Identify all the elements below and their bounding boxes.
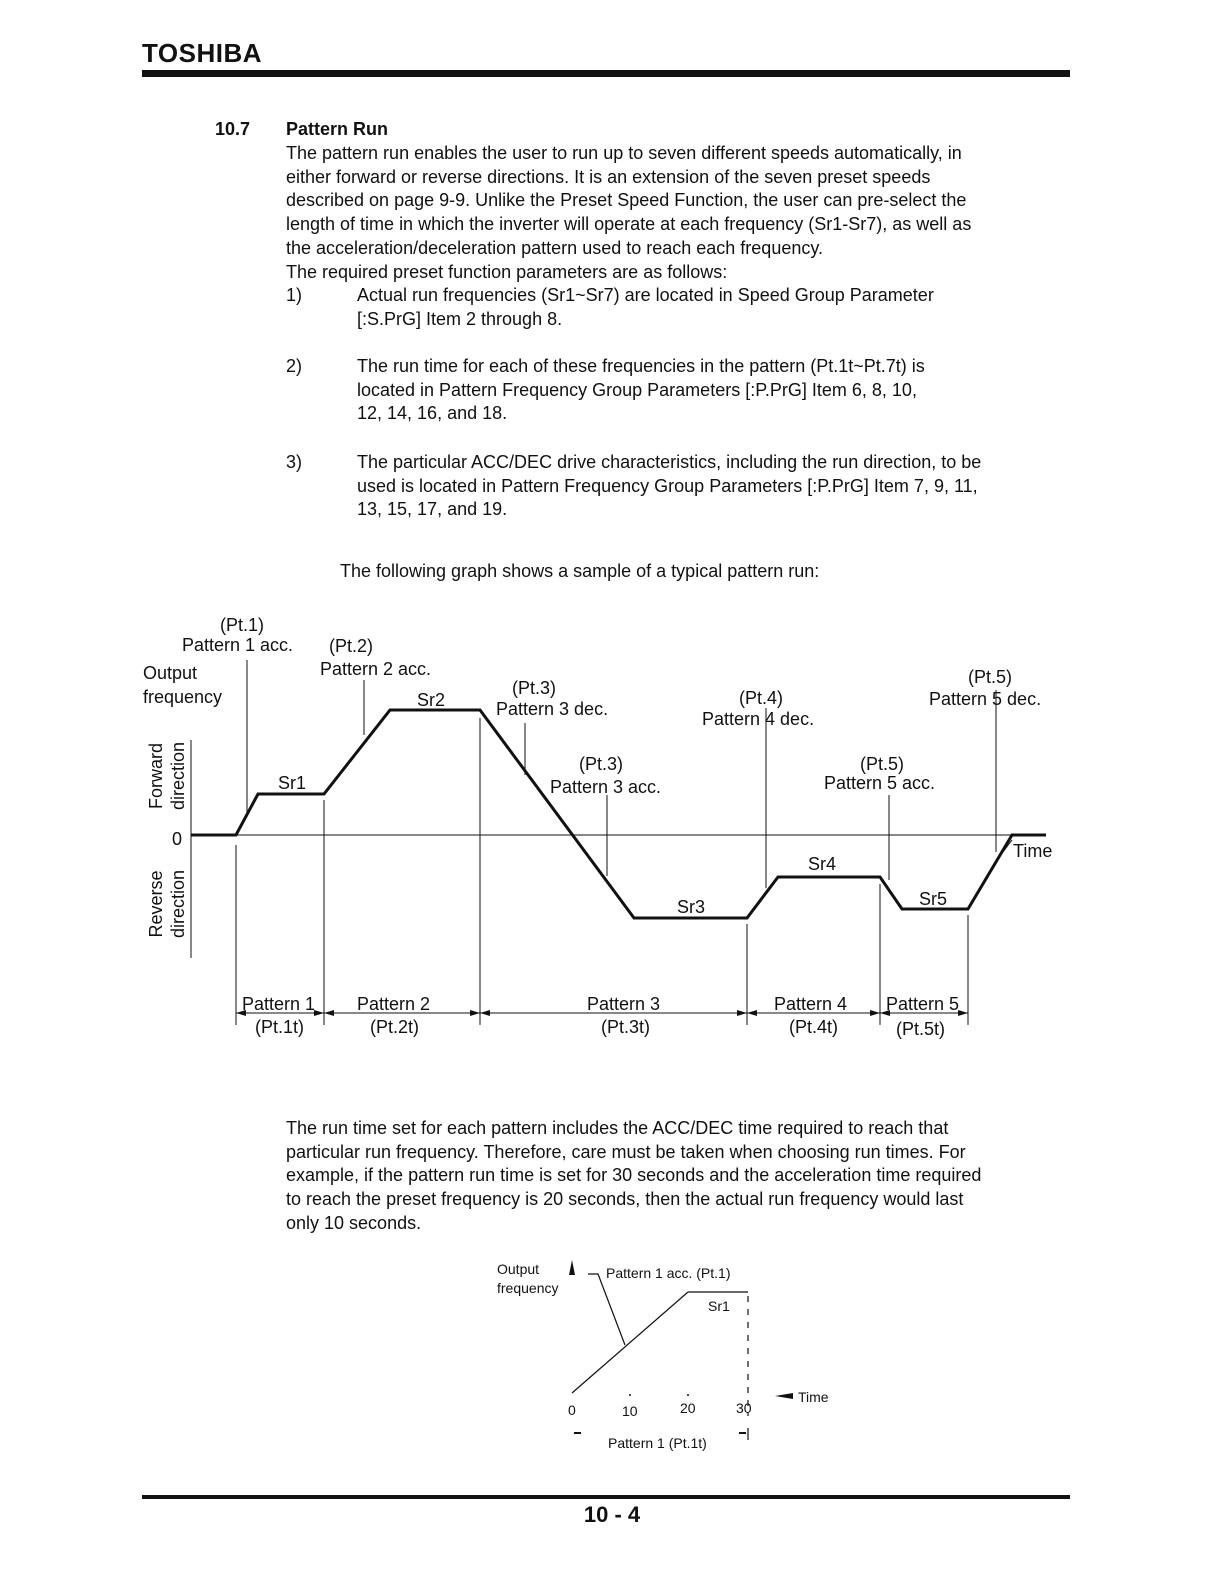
footer-rule [142,1495,1070,1499]
reverse-label: direction [168,869,188,939]
section-number: 10.7 [215,119,251,139]
speed-label-sr4: Sr4 [808,854,837,874]
tick-label: 10 [622,1403,638,1419]
annotation-pt4: (Pt.4) [739,688,784,708]
pattern-time-label: (Pt.3t) [601,1017,651,1037]
accel-ramp [572,1292,688,1393]
run-time-line: particular run frequency. Therefore, care must be taken when choosing run times. For [286,1141,966,1162]
pattern-time-label: (Pt.1t) [255,1017,305,1037]
annotation-pt3-dec: Pattern 3 dec. [496,699,609,719]
tick-label: 0 [568,1402,576,1418]
pattern-label: Pattern 5 [886,994,960,1014]
run-time-line: only 10 seconds. [286,1212,422,1233]
annotation-pt5-dec: Pattern 5 dec. [929,689,1042,709]
y-axis-label: frequency [143,687,223,707]
zero-label: 0 [172,829,183,849]
run-time-line: example, if the pattern run time is set for 30 seconds and the acceleration time required [286,1165,982,1186]
annotation-pt5-acc: Pattern 5 acc. [824,773,936,793]
speed-label-sr3: Sr3 [677,897,706,917]
annotation-pt1: (Pt.1) [220,615,265,635]
accel-leader [588,1274,625,1345]
list-item-number: 2) [286,356,303,376]
speed-label-sr1: Sr1 [278,773,307,793]
list-item-number: 3) [286,452,303,472]
speed-label-sr5: Sr5 [919,889,948,909]
time-arrow [775,1393,793,1399]
tick-dot [687,1394,689,1396]
accel-label: Pattern 1 acc. (Pt.1) [606,1265,731,1281]
pattern-label: Pattern 1 [242,994,316,1014]
y-axis-label: Output [143,663,198,683]
y-axis-label: frequency [497,1280,559,1296]
annotation-pt3-acc: Pattern 3 acc. [550,777,662,797]
annotation-pt2: (Pt.2) [329,636,374,656]
list-item-line: 12, 14, 16, and 18. [357,403,508,424]
list-item-line: used is located in Pattern Frequency Group Parameters [:P.PrG] Item 7, 9, 11, [357,475,978,496]
list-item-line: Actual run frequencies (Sr1~Sr7) are located in Speed Group Parameter [357,285,934,305]
list-item-line: The run time for each of these frequencies in the pattern (Pt.1t~Pt.7t) is [357,356,925,376]
forward-label: Forward [146,742,166,810]
sr1-label: Sr1 [708,1298,730,1314]
graph-intro-text: The following graph shows a sample of a typical pattern run: [340,561,820,581]
intro-line: described on page 9-9. Unlike the Preset Speed Function, the user can pre-select the [286,190,967,211]
annotation-pt3-acc: (Pt.3) [579,754,624,774]
list-item-number: 1) [286,285,303,305]
intro-line: length of time in which the inverter will operate at each frequency (Sr1-Sr7), as well as [286,214,972,235]
time-label: Time [1013,841,1053,861]
section-title: Pattern Run [286,119,389,139]
speed-label-sr2: Sr2 [417,690,446,710]
tick-label: 20 [680,1400,696,1416]
annotation-pt2: Pattern 2 acc. [320,659,432,679]
run-time-line: The run time set for each pattern includes the ACC/DEC time required to reach that [286,1118,949,1138]
pattern-time-label: (Pt.4t) [789,1017,839,1037]
annotation-pt3-dec: (Pt.3) [512,678,557,698]
pattern-time-label: (Pt.2t) [370,1017,420,1037]
forward-label: direction [168,741,188,811]
annotation-pt5-acc: (Pt.5) [860,754,905,774]
list-item-line: located in Pattern Frequency Group Parameters [:P.PrG] Item 6, 8, 10, [357,379,917,400]
pattern-label: Pattern 3 [587,994,661,1014]
intro-line: The required preset function parameters are as follows: [286,261,728,282]
brand-logo: TOSHIBA [142,38,263,68]
tick-dot [629,1394,631,1396]
intro-line: The pattern run enables the user to run up to seven different speeds automatically, in [286,143,962,163]
list-item-line: 13, 15, 17, and 19. [357,499,508,520]
annotation-pt5-dec: (Pt.5) [968,667,1013,687]
pattern-label: Pattern 1 (Pt.1t) [608,1435,707,1451]
list-item-line: [:S.PrG] Item 2 through 8. [357,308,563,329]
run-time-line: to reach the preset frequency is 20 seconds, then the actual run frequency would last [286,1189,964,1210]
intro-line: either forward or reverse directions. It is an extension of the seven preset speeds [286,166,931,187]
list-item-line: The particular ACC/DEC drive characteristics, including the run direction, to be [357,452,982,472]
pattern-label: Pattern 2 [357,994,431,1014]
y-axis-arrow [569,1260,575,1275]
page-number: 10 - 4 [583,1502,641,1527]
annotation-pt1: Pattern 1 acc. [182,635,294,655]
annotation-pt4: Pattern 4 dec. [702,709,815,729]
pattern-label: Pattern 4 [774,994,848,1014]
y-axis-label: Output [497,1261,540,1277]
intro-line: the acceleration/deceleration pattern used to reach each frequency. [286,237,824,258]
reverse-label: Reverse [146,870,166,938]
interval-arrow [574,1432,581,1434]
interval-arrow [739,1432,746,1434]
time-label: Time [798,1389,829,1405]
pattern-time-label: (Pt.5t) [896,1019,946,1039]
tick-label: 30 [736,1400,752,1416]
